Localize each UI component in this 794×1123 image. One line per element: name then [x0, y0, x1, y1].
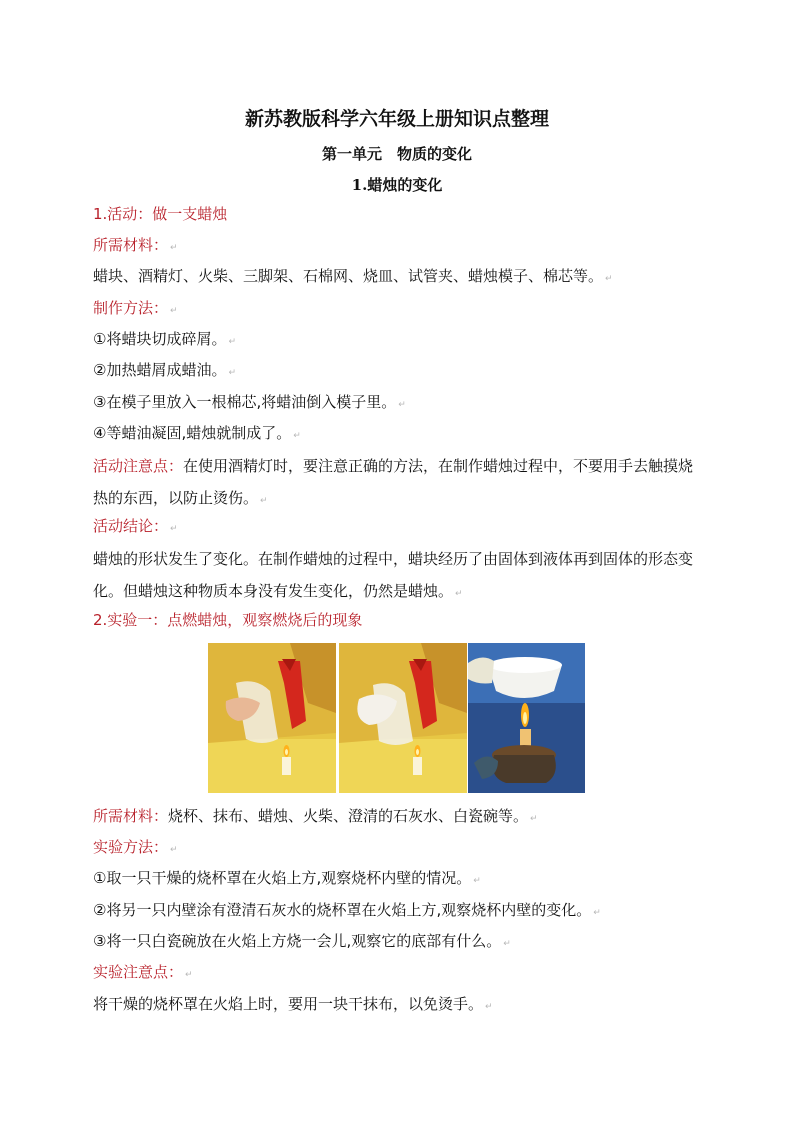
paragraph-mark: ↵ — [170, 845, 178, 855]
paragraph-mark: ↵ — [293, 431, 301, 441]
paragraph-mark: ↵ — [485, 1002, 493, 1012]
limewater-beaker-photo — [339, 643, 467, 793]
paragraph-mark: ↵ — [530, 814, 538, 824]
paragraph-mark: ↵ — [455, 589, 463, 599]
paragraph-mark: ↵ — [170, 306, 178, 316]
experiment-photos — [208, 643, 585, 793]
experiment-notice-label: 实验注意点： ↵ — [93, 963, 193, 981]
paragraph-mark: ↵ — [503, 939, 511, 949]
paragraph-mark: ↵ — [228, 368, 236, 378]
activity-conclusion: 蜡烛的形状发生了变化。在制作蜡烛的过程中，蜡块经历了由固体到液体再到固体的形态变化。但蜡烛这种物质本身没有发生变化，仍然是蜡烛。 ↵ — [93, 550, 694, 600]
activity-method-label: 制作方法： ↵ — [93, 299, 178, 317]
document-title: 新苏教版科学六年级上册知识点整理 — [244, 108, 549, 130]
experiment-heading: 2.实验一：点燃蜡烛，观察燃烧后的现象 — [93, 611, 363, 629]
lesson-title: 1.蜡烛的变化 — [351, 176, 443, 194]
paragraph-mark: ↵ — [473, 876, 481, 886]
experiment-notice: 将干燥的烧杯罩在火焰上时，要用一块干抹布，以免烫手。 ↵ — [93, 995, 493, 1013]
dry-beaker-photo — [208, 643, 336, 793]
activity-notice-label: 活动注意点： — [93, 457, 184, 475]
experiment-materials-label: 所需材料： — [93, 807, 169, 825]
paragraph-mark: ↵ — [260, 496, 268, 506]
activity-step: ②加热蜡屑成蜡油。 ↵ — [93, 361, 236, 379]
paragraph-mark: ↵ — [170, 524, 178, 534]
paragraph-mark: ↵ — [228, 337, 236, 347]
activity-materials: 蜡块、酒精灯、火柴、三脚架、石棉网、烧皿、试管夹、蜡烛模子、棉芯等。 ↵ — [93, 267, 613, 285]
paragraph-mark: ↵ — [398, 400, 406, 410]
activity-conclusion-label: 活动结论： ↵ — [93, 517, 178, 535]
paragraph-mark: ↵ — [605, 274, 613, 284]
activity-heading: 1.活动：做一支蜡烛 — [93, 205, 228, 223]
paragraph-mark: ↵ — [593, 908, 601, 918]
activity-notice: 活动注意点：在使用酒精灯时，要注意正确的方法，在制作蜡烛过程中，不要用手去触摸烧热的东西，以防止烫伤。 ↵ — [93, 457, 694, 507]
experiment-step: ①取一只干燥的烧杯罩在火焰上方,观察烧杯内壁的情况。 ↵ — [93, 869, 481, 887]
activity-materials-label: 所需材料： ↵ — [93, 236, 178, 254]
porcelain-bowl-photo — [468, 643, 585, 793]
experiment-method-label: 实验方法： ↵ — [93, 838, 178, 856]
unit-title: 第一单元 物质的变化 — [321, 145, 472, 163]
activity-step: ①将蜡块切成碎屑。 ↵ — [93, 330, 236, 348]
activity-step: ③在模子里放入一根棉芯,将蜡油倒入模子里。 ↵ — [93, 393, 406, 411]
activity-step: ④等蜡油凝固,蜡烛就制成了。 ↵ — [93, 424, 301, 442]
experiment-step: ②将另一只内壁涂有澄清石灰水的烧杯罩在火焰上方,观察烧杯内壁的变化。 ↵ — [93, 901, 601, 919]
experiment-materials: 所需材料：烧杯、抹布、蜡烛、火柴、澄清的石灰水、白瓷碗等。 ↵ — [93, 807, 538, 825]
paragraph-mark: ↵ — [170, 243, 178, 253]
paragraph-mark: ↵ — [185, 970, 193, 980]
experiment-step: ③将一只白瓷碗放在火焰上方烧一会儿,观察它的底部有什么。 ↵ — [93, 932, 511, 950]
